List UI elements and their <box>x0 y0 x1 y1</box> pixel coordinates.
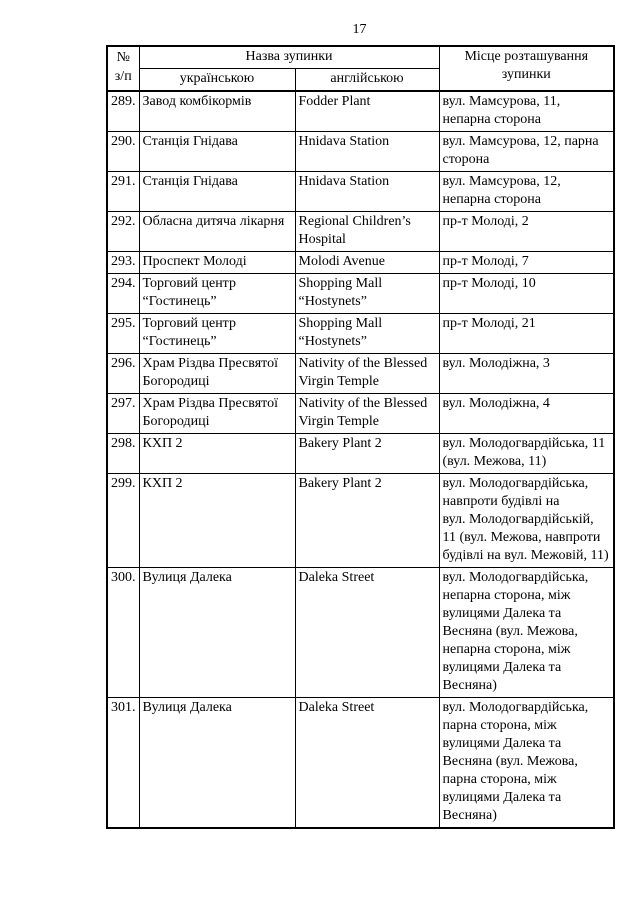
header-stop-name-cell: Назва зупинки <box>139 46 439 69</box>
row-number-cell: 291. <box>107 172 139 212</box>
header-number-line1: № <box>116 50 130 65</box>
stop-name-uk-cell: Станція Гнідава <box>139 172 295 212</box>
table-row <box>107 91 614 132</box>
row-number-cell: 289. <box>107 91 139 132</box>
stop-name-uk-cell: Вулиця Далека <box>139 568 295 698</box>
stop-name-uk-cell: Обласна дитяча лікарня <box>139 212 295 252</box>
stop-location-cell: вул. Мамсурова, 12, непарна сторона <box>439 172 614 212</box>
stop-name-en-cell: Shopping Mall “Hostynets” <box>295 314 439 354</box>
table-row <box>107 434 614 474</box>
table-row <box>107 172 614 212</box>
table-row <box>107 132 614 172</box>
stop-name-uk-cell: Проспект Молоді <box>139 252 295 274</box>
stop-location-cell: вул. Молодогвардійська, навпроти будівлі на вул. Молодогвардійській, 11 (вул. Межова, навпроти будівлі на вул. Межовій, 11) <box>439 474 614 568</box>
stop-location-cell: пр-т Молоді, 10 <box>439 274 614 314</box>
stop-name-uk-cell: Торговий центр “Гостинець” <box>139 314 295 354</box>
stop-name-en-cell: Molodi Avenue <box>295 252 439 274</box>
row-number-cell: 292. <box>107 212 139 252</box>
stop-location-cell: вул. Мамсурова, 11, непарна сторона <box>439 91 614 132</box>
table-row <box>107 354 614 394</box>
stop-name-uk-cell: Храм Різдва Пресвятої Богородиці <box>139 394 295 434</box>
table-row <box>107 698 614 829</box>
header-number-cell <box>107 46 139 91</box>
header-english-cell: англійською <box>295 69 439 92</box>
stop-name-uk-cell: Завод комбікормів <box>139 91 295 132</box>
stop-location-cell: вул. Молодіжна, 3 <box>439 354 614 394</box>
stop-name-en-cell: Hnidava Station <box>295 132 439 172</box>
page-number: 17 <box>352 22 367 37</box>
stop-name-uk-cell: Станція Гнідава <box>139 132 295 172</box>
stop-name-en-cell: Shopping Mall “Hostynets” <box>295 274 439 314</box>
table-row <box>107 252 614 274</box>
stop-location-cell: пр-т Молоді, 7 <box>439 252 614 274</box>
stop-location-cell: вул. Молодогвардійська, 11 (вул. Межова, 11) <box>439 434 614 474</box>
row-number-cell: 296. <box>107 354 139 394</box>
stops-table <box>106 45 615 829</box>
row-number-cell: 297. <box>107 394 139 434</box>
stop-name-en-cell: Regional Children’s Hospital <box>295 212 439 252</box>
stop-location-cell: вул. Мамсурова, 12, парна сторона <box>439 132 614 172</box>
table-row <box>107 474 614 568</box>
stop-name-en-cell: Daleka Street <box>295 698 439 829</box>
stop-name-en-cell: Fodder Plant <box>295 91 439 132</box>
stop-location-cell: вул. Молодіжна, 4 <box>439 394 614 434</box>
stop-name-uk-cell: Вулиця Далека <box>139 698 295 829</box>
row-number-cell: 294. <box>107 274 139 314</box>
stop-name-uk-cell: Торговий центр “Гостинець” <box>139 274 295 314</box>
stop-location-cell: вул. Молодогвардійська, парна сторона, між вулицями Далека та Весняна (вул. Межова, парна сторона, між вулицями Далека та Весняна) <box>439 698 614 829</box>
stop-name-en-cell: Nativity of the Blessed Virgin Temple <box>295 354 439 394</box>
stop-name-en-cell: Nativity of the Blessed Virgin Temple <box>295 394 439 434</box>
row-number-cell: 293. <box>107 252 139 274</box>
stop-name-uk-cell: КХП 2 <box>139 474 295 568</box>
stop-location-cell: пр-т Молоді, 21 <box>439 314 614 354</box>
table-row <box>107 568 614 698</box>
stop-name-en-cell: Daleka Street <box>295 568 439 698</box>
stop-name-en-cell: Hnidava Station <box>295 172 439 212</box>
table-body <box>107 91 614 828</box>
row-number-cell: 300. <box>107 568 139 698</box>
header-location-cell: Місце розташування зупинки <box>439 46 614 91</box>
stop-name-uk-cell: Храм Різдва Пресвятої Богородиці <box>139 354 295 394</box>
stop-name-uk-cell: КХП 2 <box>139 434 295 474</box>
header-ukrainian-cell: українською <box>139 69 295 92</box>
stop-name-en-cell: Bakery Plant 2 <box>295 474 439 568</box>
row-number-cell: 290. <box>107 132 139 172</box>
row-number-cell: 295. <box>107 314 139 354</box>
table-row <box>107 394 614 434</box>
row-number-cell: 299. <box>107 474 139 568</box>
row-number-cell: 298. <box>107 434 139 474</box>
stop-location-cell: пр-т Молоді, 2 <box>439 212 614 252</box>
row-number-cell: 301. <box>107 698 139 829</box>
table-header <box>107 46 614 91</box>
table-row <box>107 314 614 354</box>
stop-location-cell: вул. Молодогвардійська, непарна сторона, між вулицями Далека та Весняна (вул. Межова, непарна сторона, між вулицями Далека та Весняна) <box>439 568 614 698</box>
table-row <box>107 274 614 314</box>
table-row <box>107 212 614 252</box>
stop-name-en-cell: Bakery Plant 2 <box>295 434 439 474</box>
header-row-1 <box>107 46 614 69</box>
header-number-line2: з/п <box>114 69 132 84</box>
